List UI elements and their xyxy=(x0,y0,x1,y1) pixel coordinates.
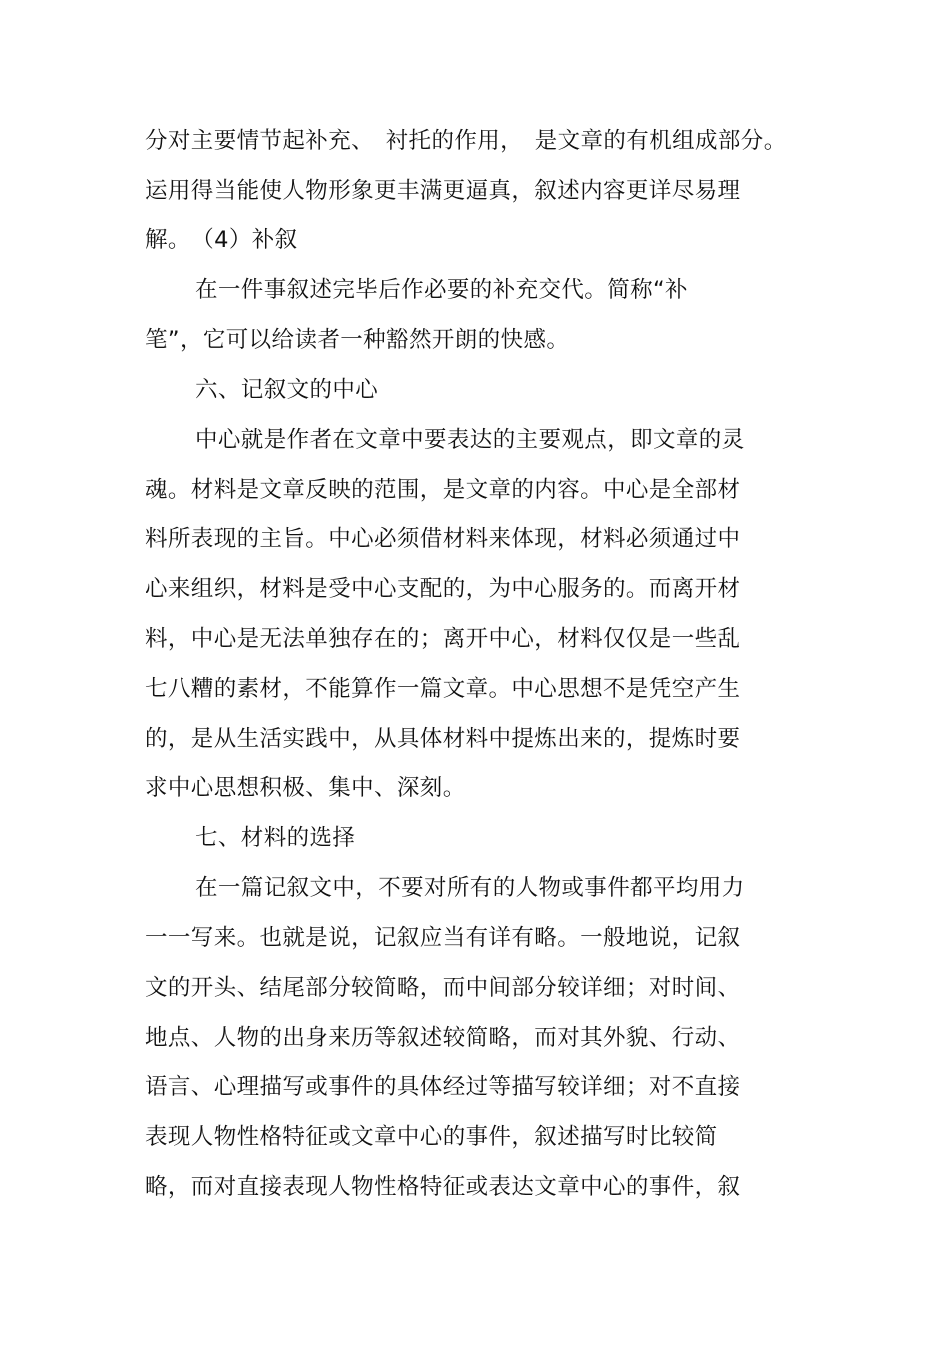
text-line: 料所表现的主旨。中心必须借材料来体现，材料必须通过中 xyxy=(145,526,741,552)
text-line: 运用得当能使人物形象更丰满更逼真，叙述内容更详尽易理 xyxy=(145,178,741,204)
text-line: 中心就是作者在文章中要表达的主要观点，即文章的灵 xyxy=(195,427,745,453)
text-line: 表现人物性格特征或文章中心的事件，叙述描写时比较简 xyxy=(145,1124,718,1150)
text-line: 地点、人物的出身来历等叙述较简略，而对其外貌、行动、 xyxy=(145,1025,741,1051)
text-line: 料，中心是无法单独存在的；离开中心，材料仅仅是一些乱 xyxy=(145,626,741,652)
text-line: 在一件事叙述完毕后作必要的补充交代。简称“补 xyxy=(195,277,688,303)
text-line: 文的开头、结尾部分较简略，而中间部分较详细；对时间、 xyxy=(145,975,741,1001)
text-line: 求中心思想积极、集中、深刻。 xyxy=(145,775,466,801)
text-line: 的，是从生活实践中，从具体材料中提炼出来的，提炼时要 xyxy=(145,726,741,752)
text-line: 语言、心理描写或事件的具体经过等描写较详细；对不直接 xyxy=(145,1074,741,1100)
text-line: 笔”，它可以给读者一种豁然开朗的快感。 xyxy=(145,327,570,353)
section-heading: 七、材料的选择 xyxy=(195,825,356,851)
text-line: 略，而对直接表现人物性格特征或表达文章中心的事件，叙 xyxy=(145,1174,741,1200)
section-heading: 六、记叙文的中心 xyxy=(195,377,379,403)
text-line: 七八糟的素材，不能算作一篇文章。中心思想不是凭空产生 xyxy=(145,676,741,702)
text-line: 解。 （4）补叙 xyxy=(145,227,298,253)
text-line: 魂。材料是文章反映的范围，是文章的内容。中心是全部材 xyxy=(145,477,741,503)
text-line: 心来组织，材料是受中心支配的，为中心服务的。而离开材 xyxy=(145,576,741,602)
text-line: 分对主要情节起补充、 衬托的作用， 是文章的有机组成部分。 xyxy=(145,128,787,154)
text-line: 一一写来。也就是说，记叙应当有详有略。一般地说，记叙 xyxy=(145,925,741,951)
text-line: 在一篇记叙文中，不要对所有的人物或事件都平均用力 xyxy=(195,875,745,901)
